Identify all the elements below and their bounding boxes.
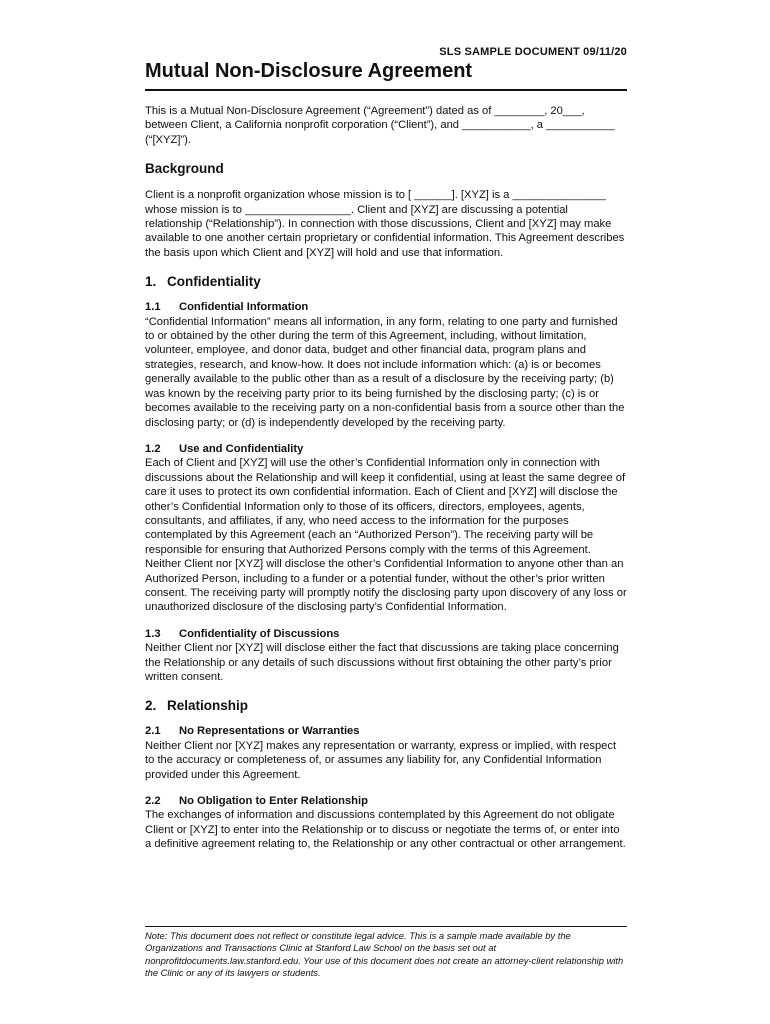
subsection-heading [145,724,627,738]
subsection-2-2 [145,794,627,852]
subsection-1-3 [145,627,627,685]
subsection-2-1 [145,724,627,782]
subsection-text: “Confidential Information” means all information, in any form, relating to one party and furnished to or obtained by the other during the term of this Agreement, including, without limitation, volunteer, employee, and donor data, budget and other financial data, program plans and strategies, research, and know-how. It does not include information which: (a) is or becomes generally available to the public other than as a result of a disclosure by the receiving party; (b) was known by the receiving party prior to its being furnished by the disclosing party; (c) is or becomes available to the receiving party on a non-confidential basis from a source other than the disclosing party; or (d) is independently developed by the receiving party. [145,315,625,429]
subsection-number: 2.2 [145,795,161,808]
background-paragraph: Client is a nonprofit organization whose mission is to [ ______]. [XYZ] is a _______________ whose mission is to _________________. Client and [XYZ] are discussing a potential relationship (“Relationship”). In connection with those discussions, Client and [XYZ] may make available to one another certain proprietary or confidential information. This Agreement describes the basis upon which Client and [XYZ] will hold and use that information. [145,189,625,259]
footer-note [145,926,627,980]
section-title: Confidentiality [167,274,261,290]
subsection-title: Use and Confidentiality [179,442,304,455]
background-heading: Background [145,161,224,177]
subsection-heading [145,794,627,808]
subsection-1-1 [145,300,627,430]
subsection-1-2 [145,442,627,615]
subsection-number: 2.1 [145,725,161,738]
subsection-title: Confidential Information [179,301,309,314]
subsection-text: Each of Client and [XYZ] will use the other’s Confidential Information only in connection with discussions about the Relationship and will keep it confidential, using at least the same degree of care it uses to protect its own confidential information. Each of Client and [XYZ] will disclose the other’s Confidential Information only to those of its officers, directors, employees, agents, consultants, and affiliates, if any, who need access to the information for the purposes contemplated by this Agreement (each an “Authorized Person”). The receiving party will be responsible for ensuring that Authorized Persons comply with the terms of this Agreement. Neither Client nor [XYZ] will disclose the other’s Confidential Information to anyone other than an Authorized Person, including to a funder or a potential funder, without the other’s prior written consent. The receiving party will promptly notify the disclosing party upon discovery of any loss or unauthorized disclosure of the disclosing party’s Confidential Information. [145,457,627,614]
section-1-heading [145,274,627,289]
intro-paragraph: This is a Mutual Non-Disclosure Agreement (“Agreement”) dated as of ________, 20___, between Client, a California nonprofit corporation (“Client”), and ___________, a ___________ (“[XYZ]”). [145,105,615,146]
section-number: 2. [145,698,157,714]
subsection-heading [145,627,627,641]
footer-note-text: Note: This document does not reflect or constitute legal advice. This is a sample made available by the Organizations and Transactions Clinic at Stanford Law School on the basis set out at nonprofitdocuments.law.stanford.edu. Your use of this document does not create an attorney-client relationship with the Clinic or any of its lawyers or students. [145,930,624,979]
document-tag: SLS SAMPLE DOCUMENT 09/11/20 [439,46,627,58]
subsection-heading [145,300,627,314]
document-title: Mutual Non-Disclosure Agreement [145,59,627,91]
subsection-text: Neither Client nor [XYZ] makes any representation or warranty, express or implied, with respect to the accuracy or completeness of, or assumes any liability for, any Confidential Information provided under this Agreement. [145,739,617,781]
section-2-heading [145,698,627,713]
section-number: 1. [145,274,157,290]
subsection-title: Confidentiality of Discussions [179,627,340,640]
subsection-title: No Representations or Warranties [179,725,360,738]
document-page [145,46,627,864]
subsection-text: The exchanges of information and discussions contemplated by this Agreement do not obligate Client or [XYZ] to enter into the Relationship or to discuss or negotiate the terms of, or enter into a definitive agreement relating to, the Relationship or any other contractual or other arrangement. [145,809,626,851]
subsection-text: Neither Client nor [XYZ] will disclose either the fact that discussions are taking place concerning the Relationship or any details of such discussions without first obtaining the other party’s prior written consent. [145,642,619,683]
subsection-number: 1.2 [145,442,161,455]
subsection-number: 1.1 [145,301,161,314]
subsection-heading [145,442,627,456]
subsection-title: No Obligation to Enter Relationship [179,795,368,808]
subsection-number: 1.3 [145,627,161,640]
section-title: Relationship [167,698,249,714]
